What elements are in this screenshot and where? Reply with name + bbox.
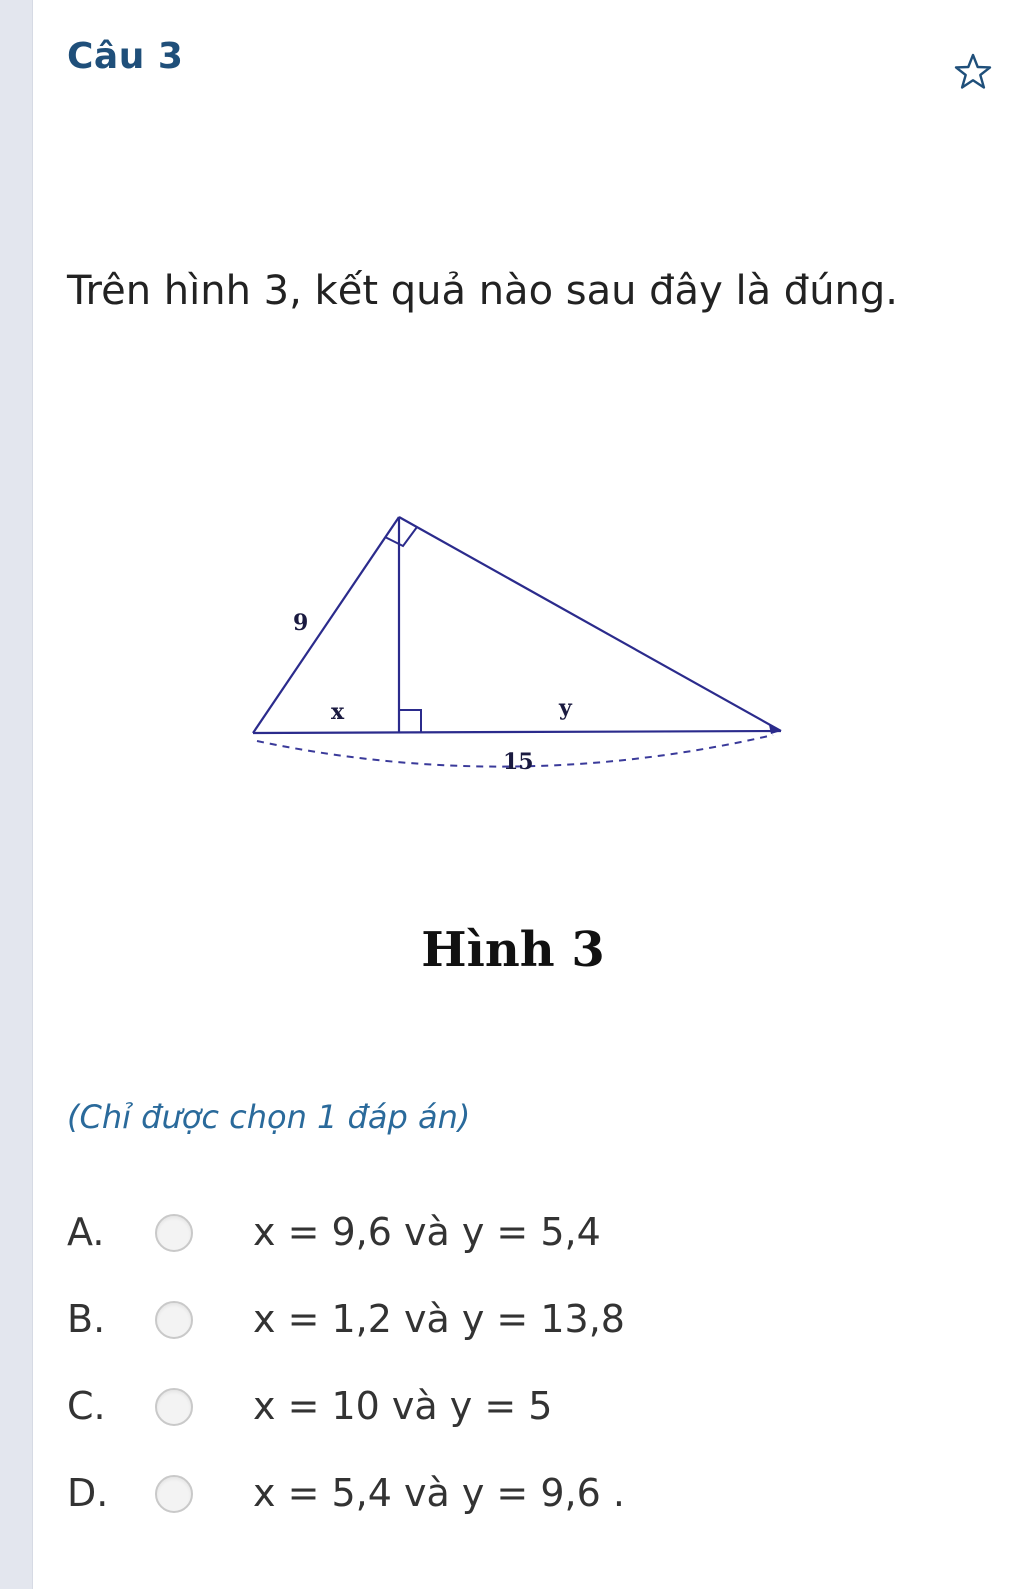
option-letter: A. bbox=[67, 1210, 105, 1254]
question-title: Câu 3 bbox=[67, 36, 184, 77]
question-text: Trên hình 3, kết quả nào sau đây là đúng. bbox=[67, 268, 898, 314]
option-c-radio[interactable] bbox=[155, 1388, 193, 1426]
triangle-figure bbox=[213, 505, 803, 795]
option-letter: C. bbox=[67, 1384, 106, 1428]
option-letter: D. bbox=[67, 1471, 109, 1515]
option-b-radio[interactable] bbox=[155, 1301, 193, 1339]
option-a-radio[interactable] bbox=[155, 1214, 193, 1252]
question-card bbox=[33, 0, 1024, 1589]
label-x: x bbox=[331, 699, 345, 725]
selection-hint: (Chỉ được chọn 1 đáp án) bbox=[67, 1098, 471, 1136]
triangle-side-right bbox=[399, 517, 781, 731]
label-y: y bbox=[559, 695, 572, 721]
option-text: x = 1,2 và y = 13,8 bbox=[253, 1297, 625, 1341]
option-c[interactable] bbox=[67, 1374, 967, 1461]
bookmark-button[interactable] bbox=[953, 52, 993, 92]
right-angle-mark-foot bbox=[399, 710, 421, 732]
label-side-9: 9 bbox=[293, 610, 309, 636]
option-a[interactable] bbox=[67, 1200, 967, 1287]
option-text: x = 10 và y = 5 bbox=[253, 1384, 553, 1428]
figure-caption: Hình 3 bbox=[421, 922, 605, 978]
option-text: x = 5,4 và y = 9,6 . bbox=[253, 1471, 625, 1515]
label-base-15: 15 bbox=[503, 749, 534, 775]
option-letter: B. bbox=[67, 1297, 106, 1341]
option-text: x = 9,6 và y = 5,4 bbox=[253, 1210, 601, 1254]
left-rail bbox=[0, 0, 33, 1589]
star-outline-icon bbox=[953, 52, 993, 92]
option-d[interactable] bbox=[67, 1461, 967, 1548]
answer-options bbox=[67, 1200, 967, 1548]
triangle-side-left bbox=[253, 517, 399, 733]
triangle-base bbox=[253, 731, 781, 733]
option-d-radio[interactable] bbox=[155, 1475, 193, 1513]
option-b[interactable] bbox=[67, 1287, 967, 1374]
